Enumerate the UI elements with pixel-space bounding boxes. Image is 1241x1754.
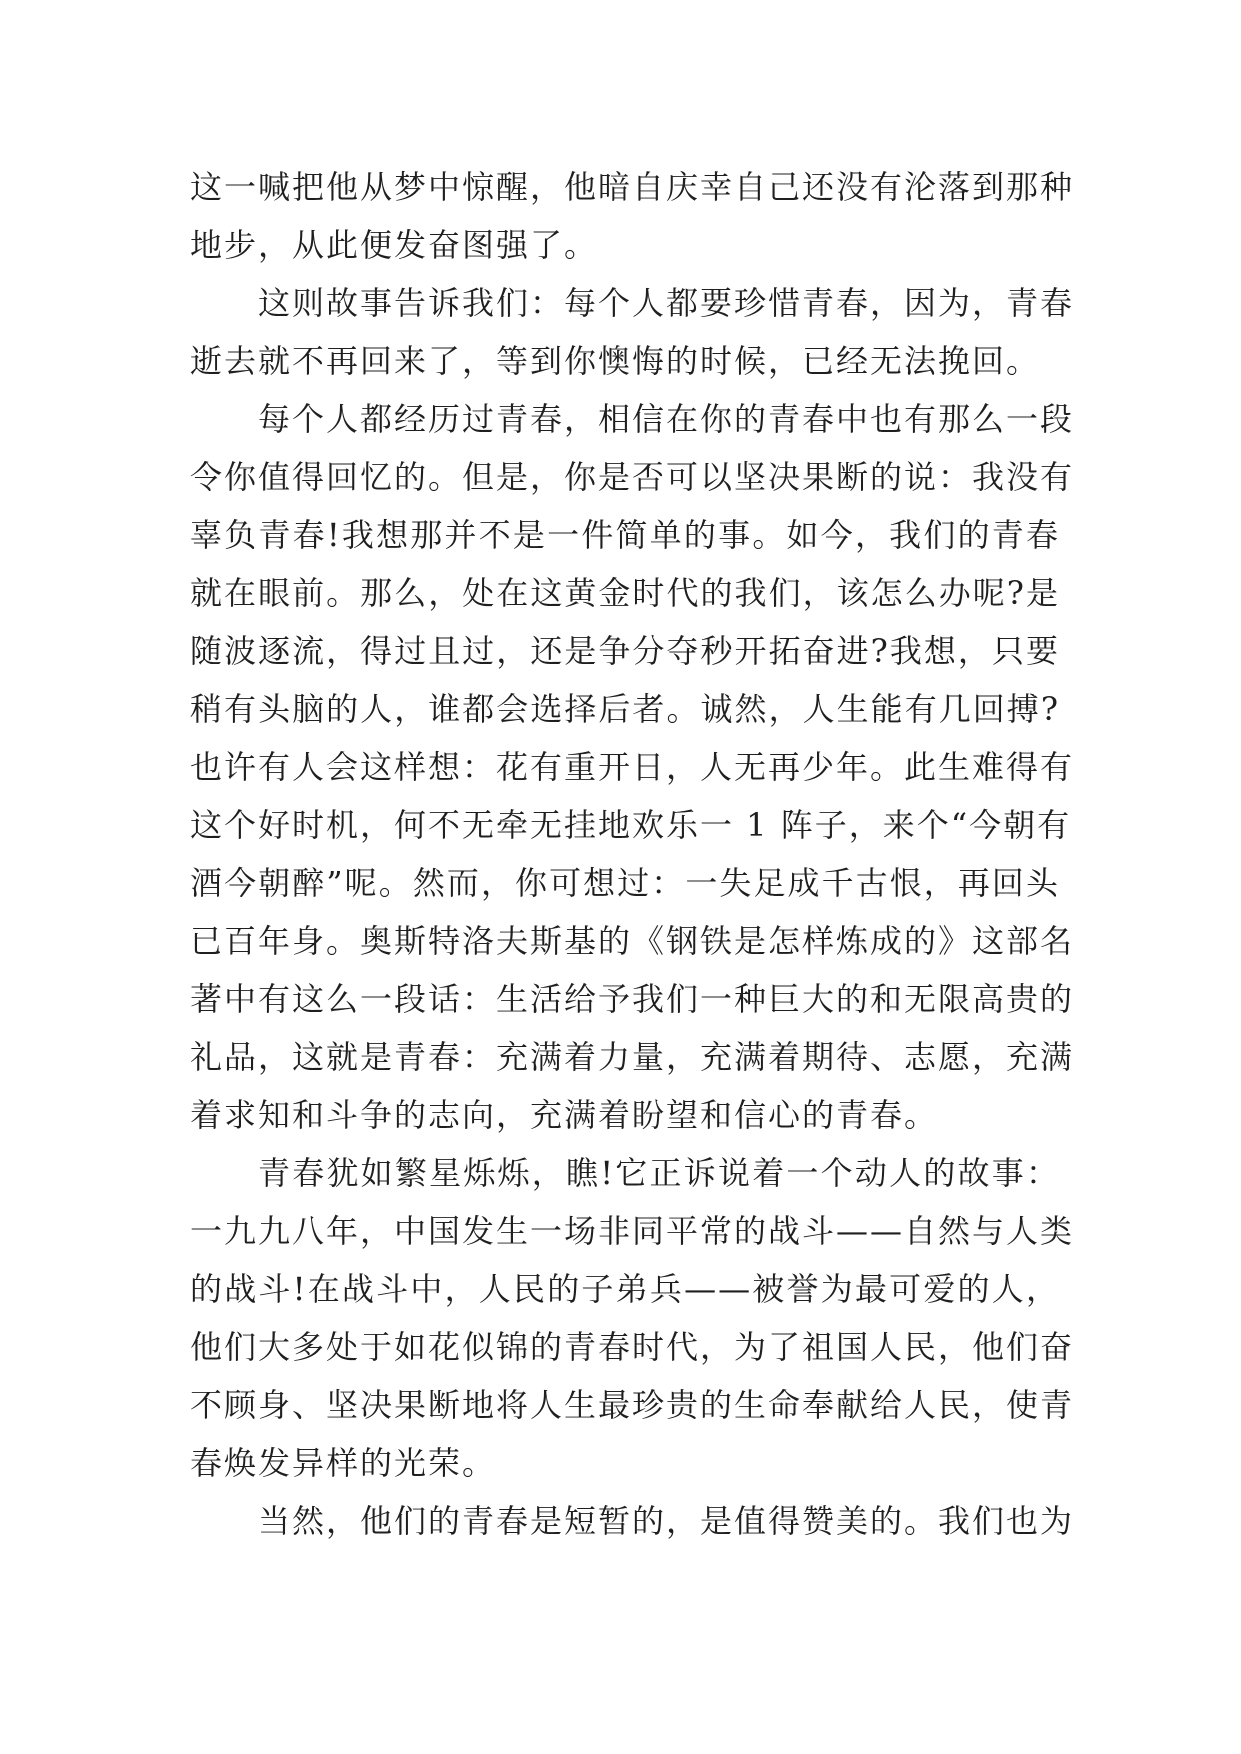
paragraph-4 — [190, 1144, 1075, 1492]
paragraph-2 — [190, 274, 1075, 390]
text-line: 当然，他们的青春是短暂的，是值得赞美的。我们也为 — [258, 1502, 1075, 1540]
paragraph-3 — [190, 390, 1075, 1144]
text-line: 不顾身、坚决果断地将人生最珍贵的生命奉献给人民，使青 — [190, 1386, 1075, 1424]
text-line: 酒今朝醉”呢。然而，你可想过：一失足成千古恨，再回头 — [190, 864, 1060, 902]
paragraph-5 — [190, 1492, 1075, 1550]
text-line: 这一喊把他从梦中惊醒，他暗自庆幸自己还没有沦落到那种 — [190, 168, 1075, 206]
text-line: 每个人都经历过青春，相信在你的青春中也有那么一段 — [258, 400, 1075, 438]
text-line: 逝去就不再回来了，等到你懊悔的时候，已经无法挽回。 — [190, 342, 1041, 380]
text-line: 青春犹如繁星烁烁，瞧!它正诉说着一个动人的故事： — [258, 1154, 1060, 1192]
text-line: 随波逐流，得过且过，还是争分夺秒开拓奋进?我想，只要 — [190, 632, 1060, 670]
text-line: 就在眼前。那么，处在这黄金时代的我们，该怎么办呢?是 — [190, 574, 1060, 612]
text-line: 这则故事告诉我们：每个人都要珍惜青春，因为，青春 — [258, 284, 1075, 322]
text-line: 他们大多处于如花似锦的青春时代，为了祖国人民，他们奋 — [190, 1328, 1075, 1366]
text-line: 着求知和斗争的志向，充满着盼望和信心的青春。 — [190, 1096, 939, 1134]
text-line: 春焕发异样的光荣。 — [190, 1444, 497, 1482]
text-line: 已百年身。奥斯特洛夫斯基的《钢铁是怎样炼成的》这部名 — [190, 922, 1075, 960]
text-line: 令你值得回忆的。但是，你是否可以坚决果断的说：我没有 — [190, 458, 1075, 496]
text-line: 著中有这么一段话：生活给予我们一种巨大的和无限高贵的 — [190, 980, 1075, 1018]
text-line: 也许有人会这样想：花有重开日，人无再少年。此生难得有 — [190, 748, 1075, 786]
text-line: 这个好时机，何不无牵无挂地欢乐一 1 阵子，来个“今朝有 — [190, 806, 1072, 844]
paragraph-1 — [190, 158, 1075, 274]
text-line: 一九九八年，中国发生一场非同平常的战斗——自然与人类 — [190, 1212, 1075, 1250]
text-line: 辜负青春!我想那并不是一件简单的事。如今，我们的青春 — [190, 516, 1060, 554]
text-line: 的战斗!在战斗中，人民的子弟兵——被誉为最可爱的人， — [190, 1270, 1060, 1308]
body-text — [190, 158, 1075, 1550]
text-line: 礼品，这就是青春：充满着力量，充满着期待、志愿，充满 — [190, 1038, 1075, 1076]
text-line: 地步，从此便发奋图强了。 — [190, 226, 599, 264]
text-line: 稍有头脑的人，谁都会选择后者。诚然，人生能有几回搏? — [190, 690, 1060, 728]
